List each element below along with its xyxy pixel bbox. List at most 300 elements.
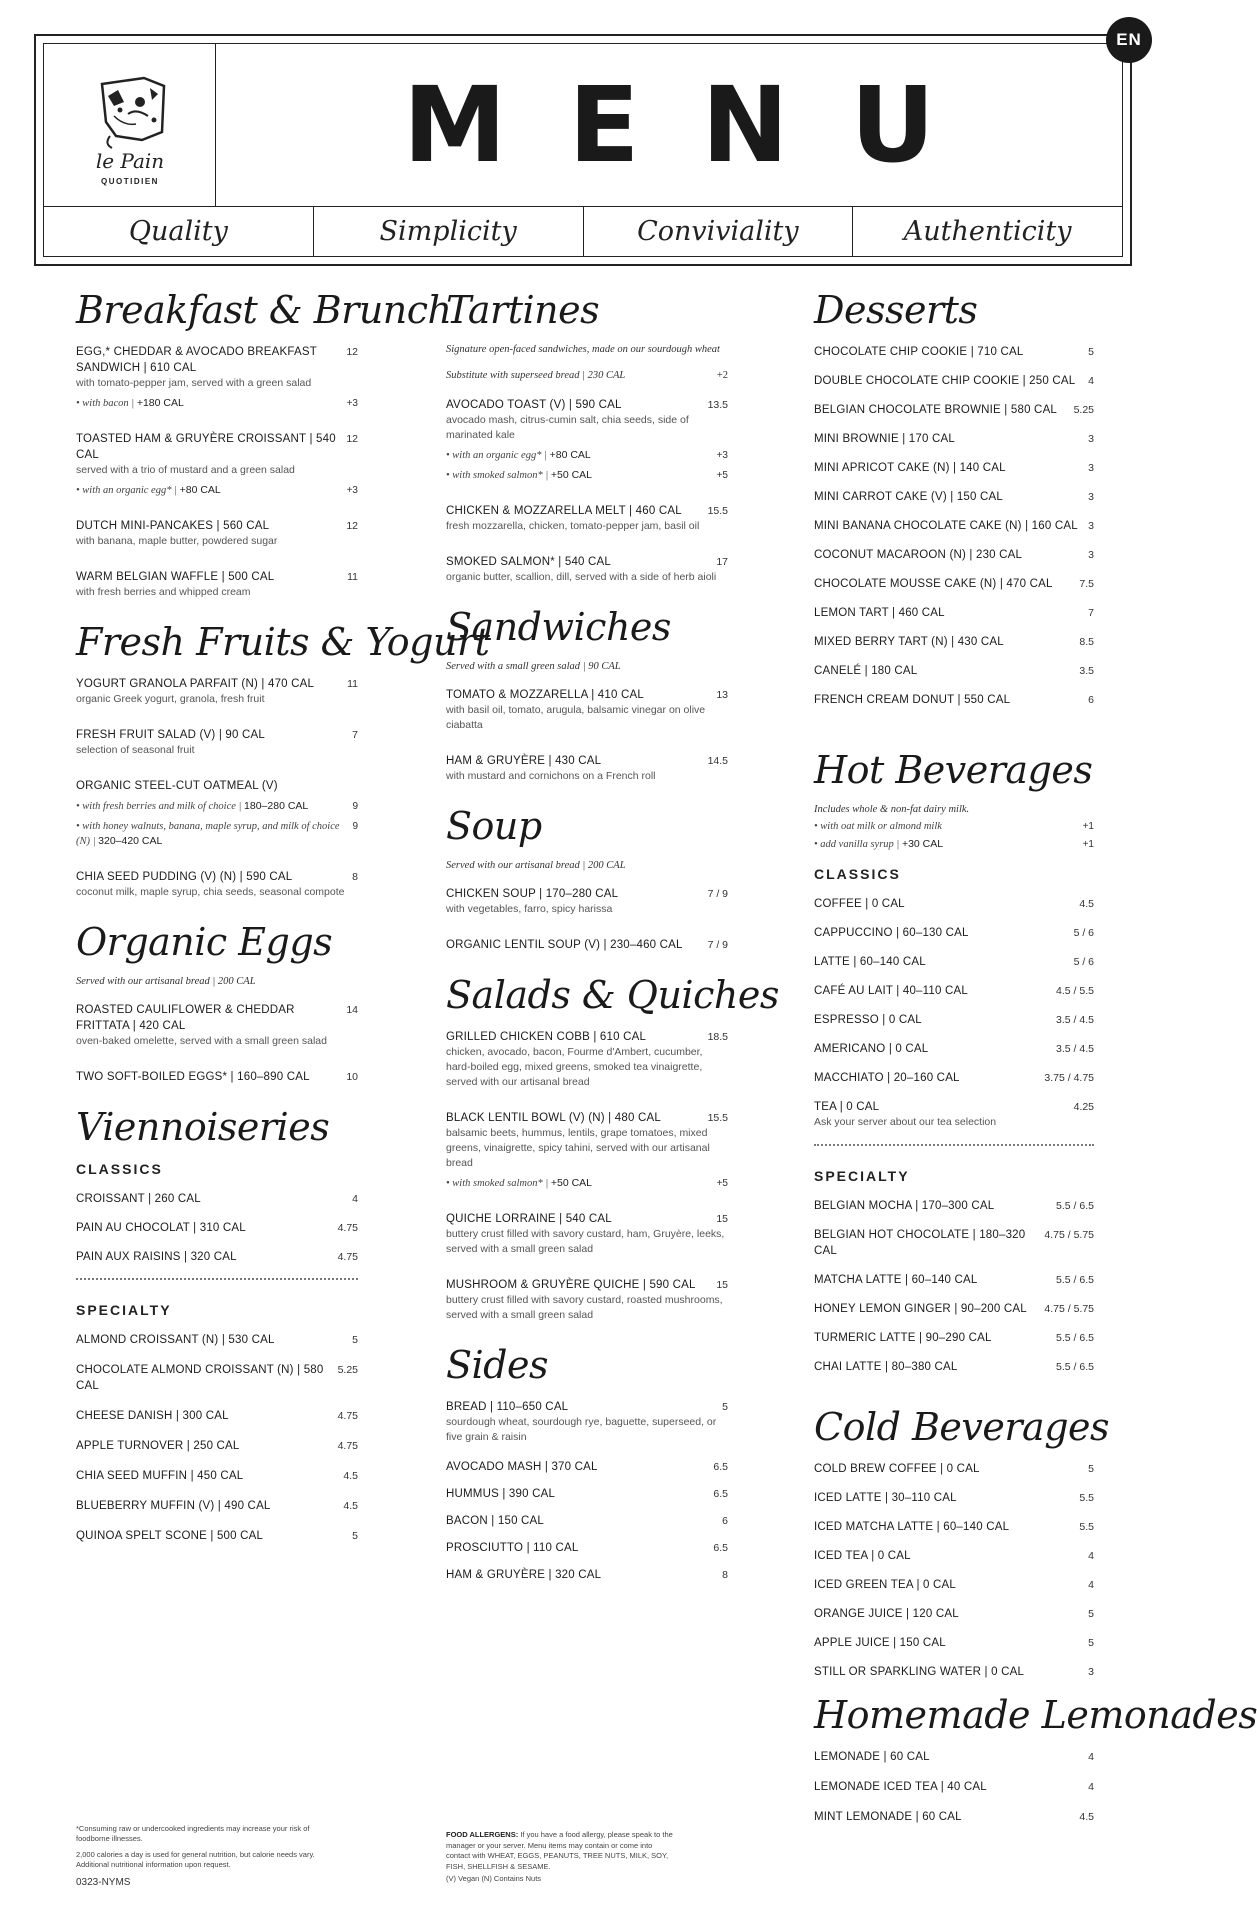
- breakfast-section: [76, 288, 452, 600]
- addon-row: [76, 799, 358, 814]
- item-row: [814, 576, 1094, 592]
- fruits-section: [76, 620, 490, 900]
- item-name: APPLE JUICE | 150 CAL: [814, 1637, 946, 1649]
- item-name: MINI BANANA CHOCOLATE CAKE (N) | 160 CAL: [814, 520, 1078, 532]
- addon-calories: +50 CAL: [550, 469, 593, 481]
- item-name: APPLE TURNOVER | 250 CAL: [76, 1440, 240, 1452]
- menu-item[interactable]: [814, 1070, 1094, 1086]
- item-row: [814, 1099, 1094, 1115]
- menu-title: MENU: [402, 64, 998, 186]
- menu-item[interactable]: [814, 344, 1094, 360]
- menu-item[interactable]: [814, 1330, 1094, 1346]
- item-price: 11: [347, 678, 358, 690]
- item-row: [446, 1486, 728, 1502]
- item-row: [814, 1519, 1094, 1535]
- menu-item[interactable]: [814, 1664, 1094, 1680]
- item-row: [446, 753, 728, 769]
- section-title: Soup: [446, 804, 542, 848]
- menu-item[interactable]: [446, 886, 728, 917]
- item-name: MINT LEMONADE | 60 CAL: [814, 1811, 962, 1823]
- logo-script-text: le Pain: [95, 149, 165, 173]
- item-row: [814, 1012, 1094, 1028]
- menu-item[interactable]: [446, 1540, 728, 1556]
- item-name: MINI APRICOT CAKE (N) | 140 CAL: [814, 462, 1006, 474]
- lemonades-section: [814, 1693, 1257, 1825]
- section-title: Breakfast & Brunch: [76, 288, 452, 332]
- item-price: 5 / 6: [1073, 927, 1094, 939]
- item-name: LEMONADE | 60 CAL: [814, 1751, 930, 1763]
- addon-label: [446, 1176, 592, 1191]
- menu-item[interactable]: [446, 687, 728, 733]
- item-name: CHIA SEED PUDDING (V) (N) | 590 CAL: [76, 871, 293, 883]
- item-price: 5.5 / 6.5: [1056, 1361, 1094, 1373]
- item-row: [446, 886, 728, 902]
- menu-item[interactable]: [814, 518, 1094, 534]
- item-name: QUINOA SPELT SCONE | 500 CAL: [76, 1530, 264, 1542]
- menu-item[interactable]: [814, 954, 1094, 970]
- item-description: chicken, avocado, bacon, Fourme d'Ambert, cucumber, hard-boiled egg, mixed greens, smoked tea vinaigrette, served with our artisanal bread: [446, 1046, 703, 1088]
- item-name: ORGANIC STEEL-CUT OATMEAL (V): [76, 780, 278, 792]
- menu-item[interactable]: [814, 1809, 1094, 1825]
- menu-item[interactable]: [814, 1635, 1094, 1651]
- item-name: YOGURT GRANOLA PARFAIT (N) | 470 CAL: [76, 678, 315, 690]
- sides-section: [446, 1343, 728, 1583]
- item-row: [814, 1749, 1094, 1765]
- item-price: 6.5: [713, 1488, 728, 1500]
- item-row: [76, 1438, 358, 1454]
- item-row: [76, 727, 358, 743]
- item-name: FRESH FRUIT SALAD (V) | 90 CAL: [76, 729, 265, 741]
- section-title: Organic Eggs: [76, 920, 333, 964]
- middle-column: [446, 288, 779, 1594]
- menu-item[interactable]: [76, 1332, 358, 1348]
- item-price: 5: [722, 1401, 728, 1413]
- section-title: Cold Beverages: [814, 1405, 1110, 1449]
- item-price: 18.5: [707, 1031, 728, 1043]
- menu-item[interactable]: [446, 1211, 728, 1257]
- addon-row: [814, 819, 1094, 834]
- item-row: [814, 373, 1094, 389]
- item-name: LEMONADE ICED TEA | 40 CAL: [814, 1781, 987, 1793]
- menu-item[interactable]: [446, 503, 728, 534]
- item-row: [76, 1362, 358, 1394]
- menu-item[interactable]: [814, 373, 1094, 389]
- item-price: 10: [346, 1071, 358, 1083]
- item-name: AVOCADO TOAST (V) | 590 CAL: [446, 399, 622, 411]
- menu-item[interactable]: [76, 869, 358, 900]
- menu-item[interactable]: [76, 1498, 358, 1514]
- tartines-section: [446, 288, 728, 585]
- footer-notes: [76, 1824, 316, 1888]
- item-price: 13.5: [707, 399, 728, 411]
- item-name: TURMERIC LATTE | 90–290 CAL: [814, 1332, 992, 1344]
- dotted-divider: [814, 1144, 1094, 1146]
- menu-item[interactable]: [814, 1359, 1094, 1375]
- addon-price: +3: [346, 485, 358, 496]
- item-description: buttery crust filled with savory custard, ham, Gruyère, leeks, served with a small green salad: [446, 1228, 725, 1255]
- menu-item[interactable]: [446, 1486, 728, 1502]
- item-row: [814, 1070, 1094, 1086]
- menu-item[interactable]: [76, 1249, 358, 1265]
- item-description: fresh mozzarella, chicken, tomato-pepper jam, basil oil: [446, 520, 700, 532]
- menu-item[interactable]: [76, 1220, 358, 1236]
- item-price: 4: [352, 1193, 358, 1205]
- item-row: [814, 1635, 1094, 1651]
- item-row: [814, 663, 1094, 679]
- item-row: [76, 1069, 358, 1085]
- item-price: 3.75 / 4.75: [1044, 1072, 1094, 1084]
- menu-item[interactable]: [814, 1519, 1094, 1535]
- item-name: AMERICANO | 0 CAL: [814, 1043, 929, 1055]
- menu-item[interactable]: [76, 431, 358, 498]
- section-title: Salads & Quiches: [446, 973, 779, 1017]
- addon-price: 9: [352, 821, 358, 832]
- item-price: 3: [1088, 433, 1094, 445]
- item-description: organic butter, scallion, dill, served with a side of herb aioli: [446, 571, 717, 583]
- menu-item[interactable]: [446, 1277, 728, 1323]
- item-name: TOASTED HAM & GRUYÈRE CROISSANT | 540 CAL: [76, 433, 336, 461]
- soup-section: [446, 804, 728, 953]
- value-simplicity: Simplicity: [314, 207, 584, 256]
- item-row: [814, 692, 1094, 708]
- addon-text: • with an organic egg* |: [446, 450, 547, 461]
- item-name: ESPRESSO | 0 CAL: [814, 1014, 922, 1026]
- item-row: [814, 460, 1094, 476]
- item-price: 3: [1088, 462, 1094, 474]
- item-name: WARM BELGIAN WAFFLE | 500 CAL: [76, 571, 275, 583]
- item-price: 3.5 / 4.5: [1056, 1014, 1094, 1026]
- value-quality: Quality: [44, 207, 314, 256]
- menu-item[interactable]: [76, 1468, 358, 1484]
- item-row: [814, 1330, 1094, 1346]
- item-row: [814, 431, 1094, 447]
- item-name: PAIN AU CHOCOLAT | 310 CAL: [76, 1222, 246, 1234]
- menu-item[interactable]: [76, 676, 358, 707]
- language-badge[interactable]: EN: [1106, 17, 1152, 63]
- item-name: CHICKEN & MOZZARELLA MELT | 460 CAL: [446, 505, 682, 517]
- item-name: FRENCH CREAM DONUT | 550 CAL: [814, 694, 1011, 706]
- item-name: BLUEBERRY MUFFIN (V) | 490 CAL: [76, 1500, 271, 1512]
- item-description: balsamic beets, hummus, lentils, grape tomatoes, mixed greens, vinaigrette, spicy tahini, served with our artisanal bread: [446, 1127, 710, 1169]
- menu-item[interactable]: [76, 1408, 358, 1424]
- item-row: [446, 503, 728, 519]
- menu-item[interactable]: [446, 1459, 728, 1475]
- item-row: [76, 869, 358, 885]
- menu-item[interactable]: [814, 1198, 1094, 1214]
- menu-item[interactable]: [814, 1779, 1094, 1795]
- section-note: Served with our artisanal bread | 200 CAL: [76, 976, 256, 987]
- item-name: PROSCIUTTO | 110 CAL: [446, 1542, 579, 1554]
- addon-price: +3: [716, 450, 728, 461]
- section-title: Desserts: [814, 288, 978, 332]
- item-row: [76, 1528, 358, 1544]
- item-description: organic Greek yogurt, granola, fresh fruit: [76, 693, 265, 705]
- item-name: ORGANIC LENTIL SOUP (V) | 230–460 CAL: [446, 939, 683, 951]
- item-row: [446, 1567, 728, 1583]
- item-name: BACON | 150 CAL: [446, 1515, 545, 1527]
- addon-calories: 180–280 CAL: [244, 800, 309, 812]
- item-name: BREAD | 110–650 CAL: [446, 1401, 569, 1413]
- item-row: [814, 1664, 1094, 1680]
- menu-item[interactable]: [446, 1110, 728, 1191]
- menu-item[interactable]: [814, 547, 1094, 563]
- item-price: 4.75: [337, 1222, 358, 1234]
- item-row: [814, 1809, 1094, 1825]
- item-description: served with a trio of mustard and a green salad: [76, 464, 295, 476]
- item-name: CHEESE DANISH | 300 CAL: [76, 1410, 229, 1422]
- addon-label: [76, 396, 184, 411]
- subhead-specialty: SPECIALTY: [76, 1302, 172, 1318]
- item-row: [814, 983, 1094, 999]
- menu-item[interactable]: [446, 1567, 728, 1583]
- addon-calories: +80 CAL: [549, 449, 591, 461]
- menu-item[interactable]: [76, 1069, 358, 1085]
- item-price: 12: [346, 346, 358, 358]
- menu-item[interactable]: [446, 554, 728, 585]
- item-name: TEA | 0 CAL: [814, 1101, 880, 1113]
- menu-item[interactable]: [814, 1301, 1094, 1317]
- item-price: 14.5: [707, 755, 728, 767]
- addon-text: • with an organic egg* |: [76, 485, 177, 496]
- menu-item[interactable]: [446, 1029, 728, 1090]
- item-row: [814, 547, 1094, 563]
- menu-item[interactable]: [814, 692, 1094, 708]
- item-row: [76, 344, 358, 376]
- item-name: HAM & GRUYÈRE | 320 CAL: [446, 1569, 602, 1581]
- item-row: [76, 518, 358, 534]
- item-row: [814, 1041, 1094, 1057]
- item-row: [76, 1468, 358, 1484]
- allergen-label: FOOD ALLERGENS:: [446, 1830, 519, 1839]
- menu-item[interactable]: [814, 1749, 1094, 1765]
- item-row: [814, 489, 1094, 505]
- item-name: MINI CARROT CAKE (V) | 150 CAL: [814, 491, 1003, 503]
- menu-item[interactable]: [76, 778, 358, 849]
- item-row: [76, 431, 358, 463]
- item-price: 5: [352, 1530, 358, 1542]
- item-price: 3.5 / 4.5: [1056, 1043, 1094, 1055]
- item-price: 8.5: [1079, 636, 1094, 648]
- item-price: 4.5: [1079, 898, 1094, 910]
- subhead-classics: CLASSICS: [76, 1161, 163, 1177]
- menu-item[interactable]: [814, 634, 1094, 650]
- item-name: CHIA SEED MUFFIN | 450 CAL: [76, 1470, 244, 1482]
- item-price: 5: [352, 1334, 358, 1346]
- menu-item[interactable]: [76, 1191, 358, 1207]
- item-name: CROISSANT | 260 CAL: [76, 1193, 201, 1205]
- item-name: BELGIAN CHOCOLATE BROWNIE | 580 CAL: [814, 404, 1058, 416]
- item-description: oven-baked omelette, served with a small green salad: [76, 1035, 327, 1047]
- menu-item[interactable]: [814, 1012, 1094, 1028]
- item-name: PAIN AUX RAISINS | 320 CAL: [76, 1251, 237, 1263]
- item-row: [76, 676, 358, 692]
- hot-beverages-section: [814, 748, 1094, 1375]
- left-column: [76, 288, 490, 1558]
- menu-item[interactable]: [814, 896, 1094, 912]
- menu-item[interactable]: [814, 663, 1094, 679]
- menu-header: [34, 34, 1132, 266]
- item-name: CANELÉ | 180 CAL: [814, 665, 918, 677]
- item-row: [76, 1191, 358, 1207]
- item-price: 6: [1088, 694, 1094, 706]
- menu-item[interactable]: [76, 344, 358, 411]
- item-name: BELGIAN HOT CHOCOLATE | 180–320 CAL: [814, 1229, 1026, 1257]
- menu-item[interactable]: [814, 605, 1094, 621]
- item-name: MACCHIATO | 20–160 CAL: [814, 1072, 960, 1084]
- menu-item[interactable]: [814, 402, 1094, 418]
- value-conviviality: Conviviality: [584, 207, 854, 256]
- item-row: [446, 1540, 728, 1556]
- item-name: BELGIAN MOCHA | 170–300 CAL: [814, 1200, 995, 1212]
- item-price: 4.5: [343, 1470, 358, 1482]
- menu-item[interactable]: [446, 1399, 728, 1445]
- item-price: 3.5: [1079, 665, 1094, 677]
- item-price: 5: [1088, 346, 1094, 358]
- item-name: DUTCH MINI-PANCAKES | 560 CAL: [76, 520, 270, 532]
- item-name: TWO SOFT-BOILED EGGS* | 160–890 CAL: [76, 1071, 310, 1083]
- item-price: 4.5: [343, 1500, 358, 1512]
- subhead-specialty: SPECIALTY: [814, 1168, 910, 1184]
- item-name: COCONUT MACAROON (N) | 230 CAL: [814, 549, 1023, 561]
- item-row: [814, 1272, 1094, 1288]
- item-price: 7: [1088, 607, 1094, 619]
- menu-item[interactable]: [76, 518, 358, 549]
- item-row: [814, 1548, 1094, 1564]
- item-row: [446, 554, 728, 570]
- addon-price: +5: [716, 1178, 728, 1189]
- menu-item[interactable]: [446, 753, 728, 784]
- item-row: [814, 1779, 1094, 1795]
- menu-item[interactable]: [814, 1099, 1094, 1130]
- menu-item[interactable]: [814, 1227, 1094, 1259]
- menu-item[interactable]: [76, 569, 358, 600]
- item-row: [814, 925, 1094, 941]
- item-price: 5.5 / 6.5: [1056, 1332, 1094, 1344]
- menu-item[interactable]: [814, 576, 1094, 592]
- section-title: Homemade Lemonades: [814, 1693, 1257, 1737]
- addon-price: +1: [1082, 839, 1094, 850]
- item-row: [76, 1220, 358, 1236]
- menu-item[interactable]: [814, 983, 1094, 999]
- addon-row: [76, 396, 358, 411]
- item-name: CAFÉ AU LAIT | 40–110 CAL: [814, 985, 968, 997]
- item-name: CHOCOLATE CHIP COOKIE | 710 CAL: [814, 346, 1024, 358]
- menu-code: 0323-NYMS: [76, 1877, 131, 1888]
- item-price: 13: [716, 689, 728, 701]
- item-price: 15.5: [707, 505, 728, 517]
- item-price: 3: [1088, 1666, 1094, 1678]
- item-row: [814, 1577, 1094, 1593]
- addon-calories: +30 CAL: [901, 838, 944, 850]
- menu-item[interactable]: [814, 1272, 1094, 1288]
- item-row: [76, 1332, 358, 1348]
- item-price: 4: [1088, 375, 1094, 387]
- menu-item[interactable]: [446, 397, 728, 483]
- addon-calories: +80 CAL: [179, 484, 221, 496]
- item-row: [814, 605, 1094, 621]
- addon-label: [814, 819, 942, 834]
- item-row: [814, 1606, 1094, 1622]
- menu-item[interactable]: [76, 1002, 358, 1049]
- logo-cell: [44, 44, 216, 206]
- menu-header-inner: [43, 43, 1123, 257]
- item-description: sourdough wheat, sourdough rye, baguette, superseed, or five grain & raisin: [446, 1416, 717, 1443]
- item-name: CAPPUCCINO | 60–130 CAL: [814, 927, 969, 939]
- menu-item[interactable]: [76, 1528, 358, 1544]
- item-description: with tomato-pepper jam, served with a green salad: [76, 377, 312, 389]
- menu-item[interactable]: [814, 1577, 1094, 1593]
- menu-item[interactable]: [76, 1362, 358, 1394]
- substitute-price: +2: [716, 370, 728, 381]
- item-price: 11: [347, 571, 358, 583]
- menu-item[interactable]: [814, 489, 1094, 505]
- item-row: [446, 1513, 728, 1529]
- item-price: 4.75 / 5.75: [1044, 1303, 1094, 1315]
- menu-item[interactable]: [446, 1513, 728, 1529]
- addon-row: [76, 483, 358, 498]
- menu-item[interactable]: [814, 1041, 1094, 1057]
- item-price: 6.5: [713, 1461, 728, 1473]
- menu-item[interactable]: [76, 727, 358, 758]
- menu-item[interactable]: [446, 937, 728, 953]
- item-price: 4: [1088, 1751, 1094, 1763]
- menu-item[interactable]: [814, 1490, 1094, 1506]
- item-description: avocado mash, citrus-cumin salt, chia seeds, side of marinated kale: [446, 414, 689, 441]
- substitute-label: Substitute with superseed bread | 230 CAL: [446, 370, 626, 381]
- item-price: 4: [1088, 1550, 1094, 1562]
- item-row: [814, 634, 1094, 650]
- menu-item[interactable]: [814, 431, 1094, 447]
- item-name: HUMMUS | 390 CAL: [446, 1488, 556, 1500]
- item-price: 4.25: [1073, 1101, 1094, 1113]
- menu-item[interactable]: [814, 460, 1094, 476]
- menu-item[interactable]: [814, 1606, 1094, 1622]
- item-row: [76, 569, 358, 585]
- item-price: 8: [722, 1569, 728, 1581]
- section-note: Served with a small green salad | 90 CAL: [446, 661, 621, 672]
- menu-item[interactable]: [814, 1461, 1094, 1477]
- addon-calories: 320–420 CAL: [98, 835, 163, 847]
- sandwiches-section: [446, 605, 728, 784]
- menu-item[interactable]: [814, 1548, 1094, 1564]
- addon-row: [76, 819, 358, 849]
- item-name: LEMON TART | 460 CAL: [814, 607, 945, 619]
- item-price: 7.5: [1079, 578, 1094, 590]
- allergen-notice: [446, 1830, 678, 1885]
- addon-text: • with smoked salmon* |: [446, 1178, 549, 1189]
- le-pain-quotidien-logo: [44, 44, 216, 206]
- item-price: 6.5: [713, 1542, 728, 1554]
- section-title: Sides: [446, 1343, 548, 1387]
- item-price: 3: [1088, 491, 1094, 503]
- item-row: [814, 518, 1094, 534]
- item-price: 5.25: [337, 1364, 358, 1376]
- addon-price: +5: [716, 470, 728, 481]
- addon-label: [446, 448, 591, 463]
- menu-item[interactable]: [814, 925, 1094, 941]
- item-name: MINI BROWNIE | 170 CAL: [814, 433, 955, 445]
- item-description: selection of seasonal fruit: [76, 744, 195, 756]
- section-title: Fresh Fruits & Yogurt: [76, 620, 490, 664]
- item-price: 5 / 6: [1073, 956, 1094, 968]
- item-name: CHAI LATTE | 80–380 CAL: [814, 1361, 958, 1373]
- values-row: [44, 206, 1122, 256]
- menu-item[interactable]: [76, 1438, 358, 1454]
- addon-text: • with honey walnuts, banana, maple syrup, and milk of choice (N) |: [76, 821, 340, 847]
- addon-label: [814, 837, 943, 852]
- item-price: 14: [346, 1004, 358, 1016]
- item-name: STILL OR SPARKLING WATER | 0 CAL: [814, 1666, 1025, 1678]
